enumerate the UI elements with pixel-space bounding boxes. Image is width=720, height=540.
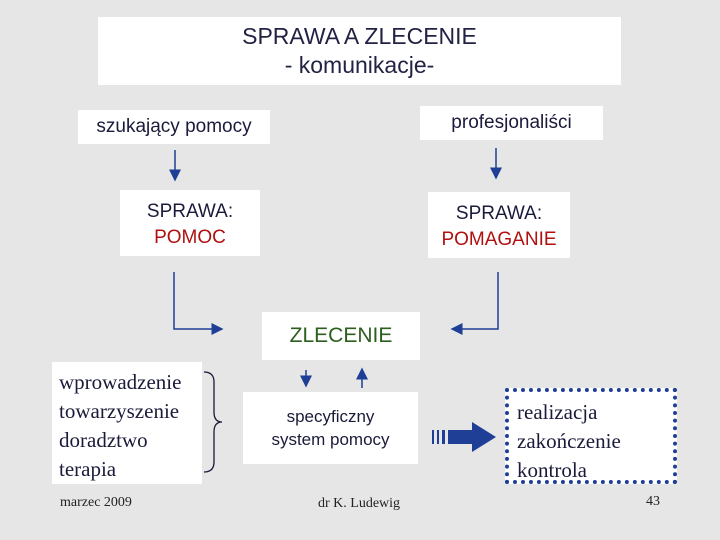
assignment-label: ZLECENIE [289,324,393,347]
block-arrow-icon [432,422,496,452]
outcome-item: kontrola [517,458,587,482]
seeker-label: szukający pomocy [96,116,252,137]
footer-author: dr K. Ludewig [318,496,401,511]
professionals-label: profesjonaliści [451,112,572,133]
system-line-2: system pomocy [271,430,390,449]
method-item: doradztwo [59,428,148,452]
method-item: terapia [59,457,117,481]
title-line-2: - komunikacje- [284,52,435,78]
page-number: 43 [646,494,660,509]
elbow-arrow-left [174,272,222,329]
brace-icon [204,372,222,472]
outcome-item: zakończenie [517,429,621,453]
case-help-label: SPRAWA: [146,201,234,222]
method-item: wprowadzenie [59,370,182,394]
case-helping-label: SPRAWA: [455,203,543,224]
title-line-1: SPRAWA A ZLECENIE [242,23,477,49]
case-help-value: POMOC [154,227,226,248]
method-item: towarzyszenie [59,399,180,423]
outcome-item: realizacja [517,400,598,424]
elbow-arrow-right [452,272,498,329]
system-line-1: specyficzny [286,407,375,426]
case-helping-value: POMAGANIE [441,229,557,250]
footer-date: marzec 2009 [60,495,132,510]
